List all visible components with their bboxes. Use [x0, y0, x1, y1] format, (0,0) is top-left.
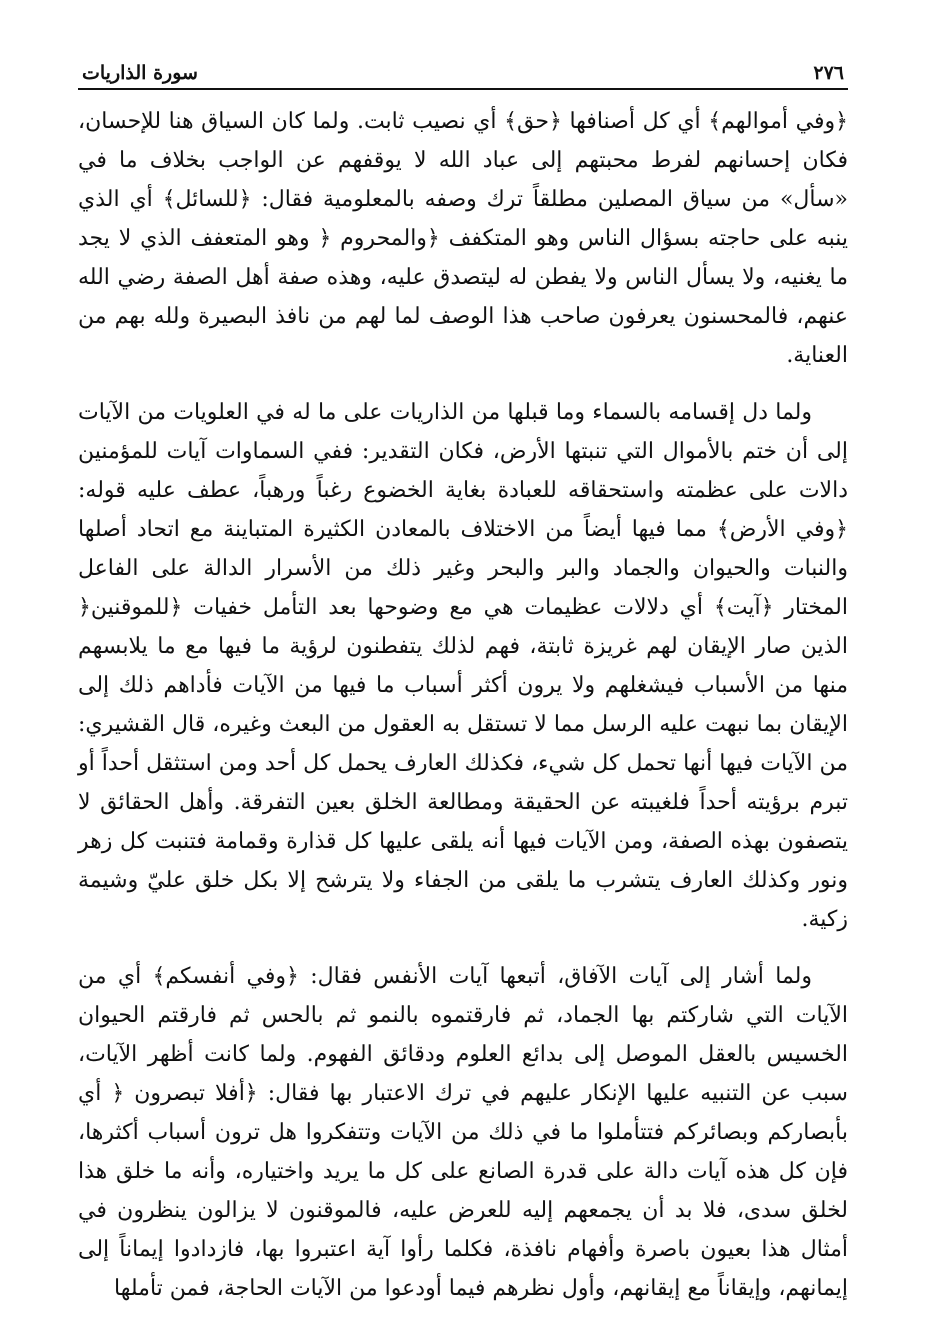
- paragraph: ولما أشار إلى آيات الآفاق، أتبعها آيات الأنفس فقال: ﴿وفي أنفسكم﴾ أي من الآيات التي شاركتم بها الجماد، ثم فارقتموه بالنمو ثم بالحس ثم فارقتم الحيوان الخسيس بالعقل الموصل إلى بدائع العلوم ودقائق الفهوم. ولما كانت أظهر الآيات، سبب عن التنبيه عليها الإنكار عليهم في ترك الاعتبار بها فقال: ﴿أفلا تبصرون ﴿ أي بأبصاركم وبصائركم فتتأملوا ما في ذلك من الآيات وتتفكروا هل ترون أسباب أكثرها، فإن كل هذه آيات دالة على قدرة الصانع على كل ما يريد واختياره، وأنه ما خلق هذا لخلق سدى، فلا بد أن يجمعهم إليه للعرض عليه، فالموقنون لا يزالون ينظرون في أمثال هذا بعيون باصرة وأفهام نافذة، فكلما رأوا آية اعتبروا بها، فازدادوا إيماناً إلى إيمانهم، وإيقاناً مع إيقانهم، وأول نظرهم فيما أودعوا من الآيات الحاجة، فمن تأملها: [78, 964, 848, 1301]
- page-header: [78, 58, 848, 90]
- paragraph: ﴿وفي أموالهم﴾ أي كل أصنافها ﴿حق﴾ أي نصيب ثابت. ولما كان السياق هنا للإحسان، فكان إحسانهم لفرط محبتهم إلى عباد الله لا يوقفهم عن الواجب بخلاف ما في «سأل» من سياق المصلين مطلقاً ترك وصفه بالمعلومية فقال: ﴿للسائل﴾ أي الذي ينبه على حاجته بسؤال الناس وهو المتكفف ﴿والمحروم ﴿ وهو المتعفف الذي لا يجد ما يغنيه، ولا يسأل الناس ولا يفطن له ليتصدق عليه، وهذه صفة أهل الصفة رضي الله عنهم، فالمحسنون يعرفون صاحب هذا الوصف لما لهم من نافذ البصيرة ولله بهم من العناية.: [78, 109, 848, 368]
- body-text: [78, 102, 848, 1308]
- paragraph: ولما دل إقسامه بالسماء وما قبلها من الذاريات على ما له في العلويات من الآيات إلى أن ختم بالأموال التي تنبتها الأرض، فكان التقدير: ففي السماوات آيات للمؤمنين دالات على عظمته واستحقاقه للعبادة بغاية الخضوع رغباً ورهباً، عطف عليه قوله: ﴿وفي الأرض﴾ مما فيها أيضاً من الاختلاف بالمعادن الكثيرة المتباينة مع اتحاد أصلها والنبات والحيوان والجماد والبر والبحر وغير ذلك من الأسرار الدالة على الفاعل المختار ﴿آيت﴾ أي دلالات عظيمات هي مع وضوحها بعد التأمل خفيات ﴿للموقنين﴿ الذين صار الإيقان لهم غريزة ثابتة، فهم لذلك يتفطنون لرؤية ما فيها مع ما يلابسهم منها من الأسباب فيشغلهم ولا يرون أكثر أسباب ما فيها من الآيات فأداهم ذلك إلى الإيقان بما نبهت عليه الرسل مما لا تستقل به العقول من البعث وغيره، قال القشيري: من الآيات فيها أنها تحمل كل شيء، فكذلك العارف يحمل كل أحد ومن استثقل أحداً أو تبرم برؤيته أحداً فلغيبته عن الحقيقة ومطالعة الخلق بعين التفرقة. وأهل الحقائق لا يتصفون بهذه الصفة، ومن الآيات فيها أنه يلقى عليها كل قذارة وقمامة فتنبت كل زهر ونور وكذلك العارف يتشرب ما يلقى من الجفاء ولا يترشح إلا بكل خلق عليّ وشيمة زكية.: [78, 400, 848, 932]
- book-page: [78, 58, 848, 1318]
- page-number: ٢٧٦: [813, 62, 844, 84]
- running-title: سورة الذاريات: [82, 62, 198, 84]
